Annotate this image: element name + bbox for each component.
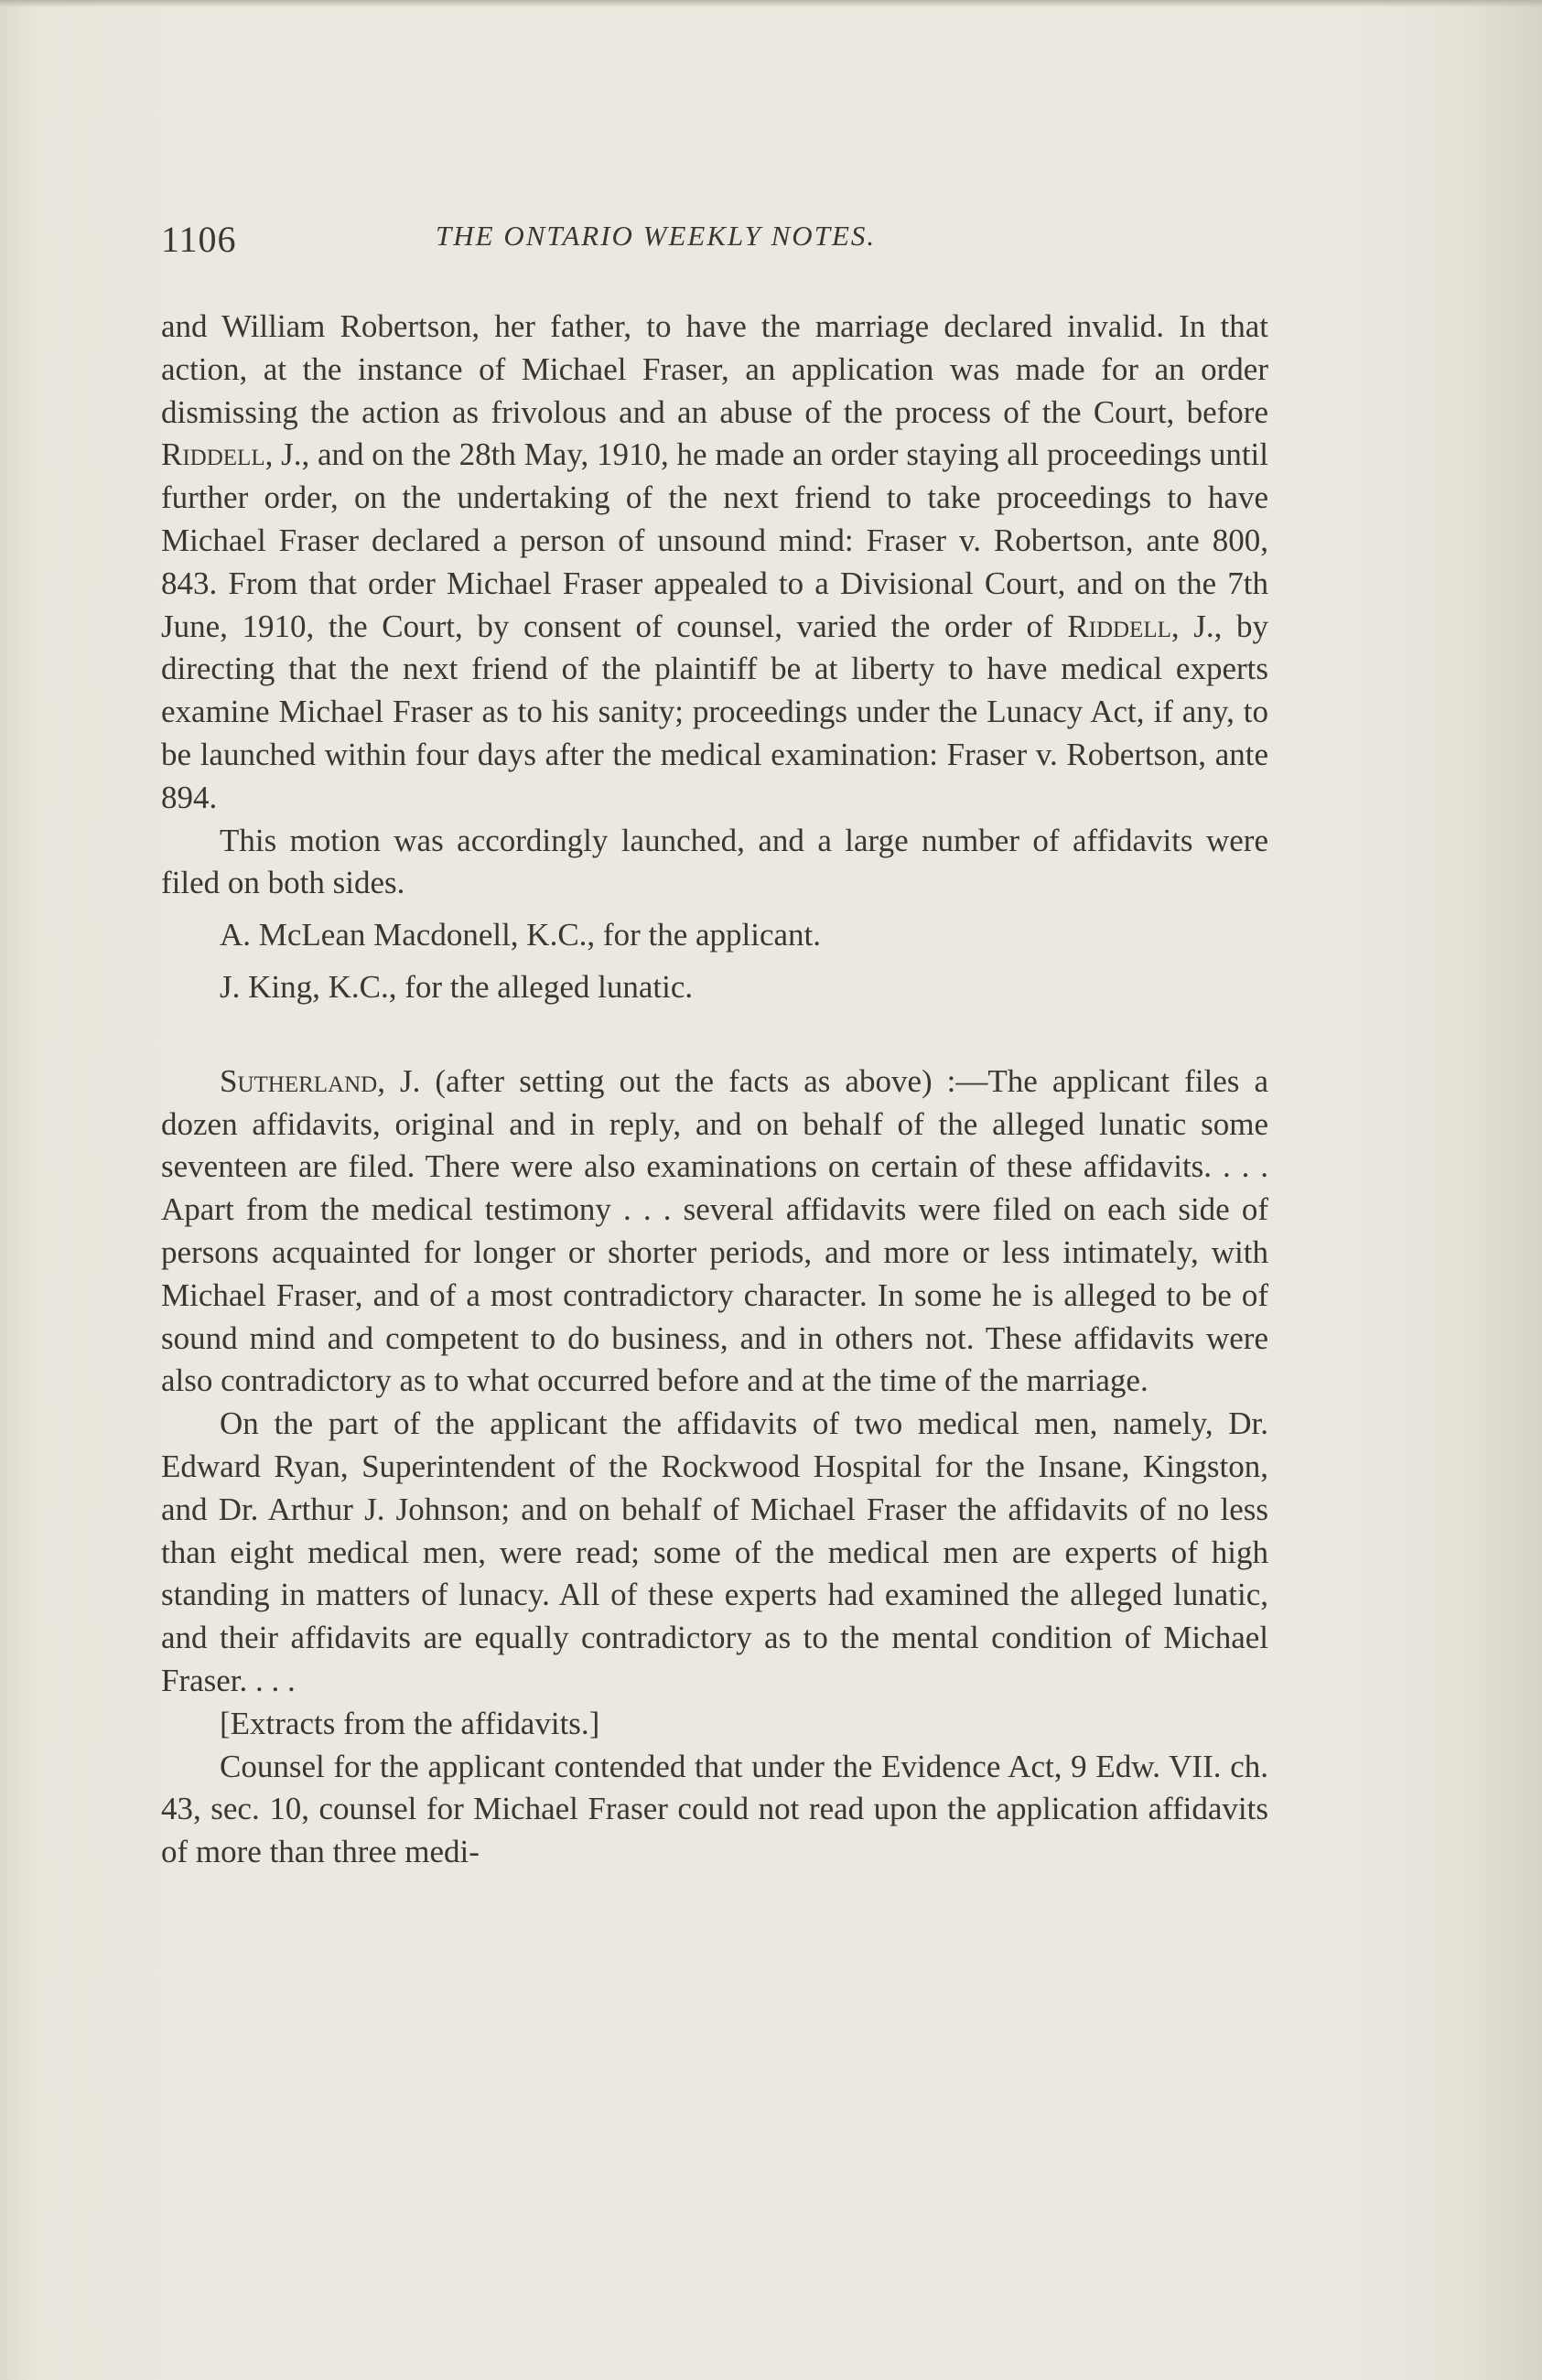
page-number: 1106 bbox=[161, 219, 237, 260]
paragraph-counsel-argument: Counsel for the applicant contended that under the Evidence Act, 9 Edw. VII. ch. 43, sec. 10, counsel for Michael Fraser could not read upon the application affidavits of more than three medi- bbox=[161, 1748, 1268, 1870]
body-text bbox=[161, 306, 1268, 1874]
judge-name: Sutherland bbox=[220, 1062, 378, 1099]
judge-name: Riddell bbox=[161, 436, 265, 473]
paragraph-continued bbox=[161, 306, 1268, 820]
page-top-edge bbox=[0, 0, 1542, 7]
running-head: THE ONTARIO WEEKLY NOTES. bbox=[436, 220, 877, 252]
judge-name: Riddell bbox=[1067, 608, 1171, 644]
page-header bbox=[161, 218, 1268, 273]
paragraph-motion: This motion was accordingly launched, and a large number of affidavits were filed on both sides. bbox=[161, 822, 1268, 901]
paragraph-text: , J., by directing that the next friend of the plaintiff be at liberty to have medical experts examine Michael Fraser as to his sanity; proceedings under the Lunacy Act, if any, to be launched within four days after the medical examination: Fraser v. Robertson, ante 894. bbox=[161, 608, 1268, 815]
paragraph-judgment bbox=[161, 1061, 1268, 1403]
counsel-respondent: J. King, K.C., for the alleged lunatic. bbox=[220, 968, 694, 1005]
paragraph-text: , J., and on the 28th May, 1910, he made an order staying all proceedings until further order, on the undertaking of the next friend to take proceedings to have Michael Fraser declared a person of unsound mind: Fraser v. Robertson, ante 800, 843. From that order Michael Fraser appealed to a Divisional Court, and on the 7th June, 1910, the Court, by consent of counsel, varied the order of bbox=[161, 436, 1268, 644]
paragraph-text: and William Robertson, her father, to have the marriage declared invalid. In that action, at the instance of Michael Fraser, an application was made for an order dismissing the action as frivolous and an abuse of the process of the Court, before bbox=[161, 308, 1268, 430]
paragraph-extracts: [Extracts from the affidavits.] bbox=[220, 1705, 600, 1741]
counsel-applicant: A. McLean Macdonell, K.C., for the applicant. bbox=[220, 917, 822, 953]
paragraph-medical: On the part of the applicant the affidavits of two medical men, namely, Dr. Edward Ryan, Superintendent of the Rockwood Hospital for the Insane, Kingston, and Dr. Arthur J. Johnson; and on behalf of Michael Fraser the affidavits of no less than eight medical men, were read; some of the medical men are experts of high standing in matters of lunacy. All of these experts had examined the alleged lunatic, and their affidavits are equally contradictory as to the mental condition of Michael Fraser. . . . bbox=[161, 1405, 1268, 1698]
paragraph-text: , J. (after setting out the facts as above) :—The applicant files a dozen affidavits, original and in reply, and on behalf of the alleged lunatic some seventeen are filed. There were also examinations on certain of these affidavits. . . . Apart from the medical testimony . . . several affidavits were filed on each side of persons acquainted for longer or shorter periods, and more or less intimately, with Michael Fraser, and of a most contradictory character. In some he is alleged to be of sound mind and competent to do business, and in others not. These affidavits were also contradictory as to what occurred before and at the time of the marriage. bbox=[161, 1062, 1268, 1399]
